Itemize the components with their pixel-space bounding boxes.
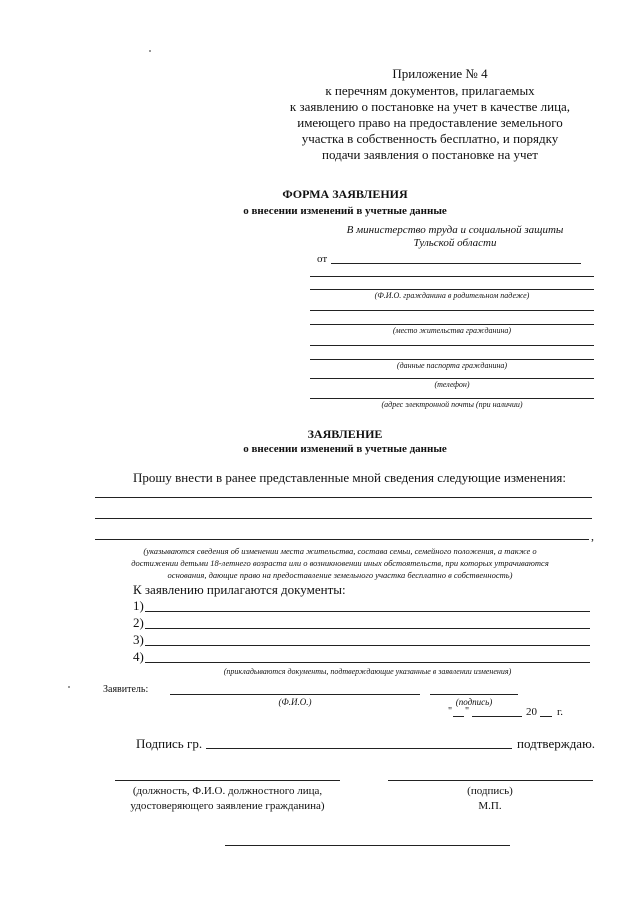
applicant-fio-caption: (Ф.И.О.) — [278, 697, 312, 707]
official-signature-caption: (подпись) — [467, 785, 513, 797]
phone-field[interactable] — [310, 378, 594, 379]
changes-field[interactable] — [95, 497, 592, 498]
passport-field-line2[interactable] — [310, 359, 594, 360]
passport-caption: (данные паспорта гражданина) — [396, 361, 508, 370]
passport-field[interactable] — [310, 345, 594, 346]
changes-field-line3[interactable] — [95, 539, 589, 540]
attached-caption: (прикладываются документы, подтверждающие указанные в заявлении изменения) — [223, 667, 512, 676]
official-caption-line: удостоверяющего заявление гражданина) — [130, 800, 325, 812]
scan-dot — [149, 50, 151, 52]
date-year-suffix: г. — [557, 706, 564, 718]
appendix-line: к заявлению о постановке на учет в качестве лица, — [289, 99, 571, 114]
recipient-ministry: В министерство труда и социальной защиты — [346, 224, 564, 236]
statement-subtitle: о внесении изменений в учетные данные — [243, 443, 447, 455]
date-year-field[interactable] — [540, 716, 552, 717]
attached-item-field[interactable] — [145, 645, 590, 646]
form-title: ФОРМА ЗАЯВЛЕНИЯ — [282, 187, 408, 201]
changes-note-line: достижении детьми 18-летнего возраста или о возникновении иных обстоятельств, при которых утрачиваются — [131, 558, 549, 568]
attached-item-field[interactable] — [145, 611, 590, 612]
attached-item-number: 2) — [133, 615, 144, 630]
date-year-prefix: 20 — [526, 706, 537, 718]
changes-note-line: (указываются сведения об изменении места жительства, состава семьи, семейного положения, а также о — [143, 546, 537, 556]
fio-field[interactable] — [331, 263, 581, 264]
date-day-field[interactable] — [453, 716, 464, 717]
appendix-line: к перечням документов, прилагаемых — [325, 83, 535, 98]
residence-field-line2[interactable] — [310, 324, 594, 325]
date-quote-open: " — [448, 706, 453, 717]
confirm-name-field[interactable] — [206, 748, 512, 749]
official-caption-line: (должность, Ф.И.О. должностного лица, — [132, 785, 323, 797]
date-quote-close: " — [465, 706, 470, 717]
official-signature-block — [420, 784, 560, 814]
appendix-line: подачи заявления о постановке на учет — [322, 147, 538, 162]
residence-field[interactable] — [310, 310, 594, 311]
confirm-suffix: подтверждаю. — [517, 736, 596, 751]
official-name-field[interactable] — [115, 780, 340, 781]
statement-request: Прошу внести в ранее представленные мной сведения следующие изменения: — [133, 470, 566, 485]
fio-caption: (Ф.И.О. гражданина в родительном падеже) — [374, 291, 530, 300]
stamp-label: М.П. — [478, 800, 502, 812]
attached-item-number: 3) — [133, 632, 144, 647]
statement-title: ЗАЯВЛЕНИЕ — [307, 427, 383, 441]
bottom-rule — [225, 845, 510, 846]
recipient-region: Тульской области — [413, 237, 497, 249]
changes-comma: , — [591, 529, 594, 543]
fio-field-line3[interactable] — [310, 289, 594, 290]
from-label: от — [317, 253, 328, 265]
attached-item-number: 1) — [133, 598, 144, 613]
residence-caption: (место жительства гражданина) — [392, 326, 512, 335]
changes-note — [60, 545, 620, 581]
date-month-field[interactable] — [472, 716, 522, 717]
form-subtitle: о внесении изменений в учетные данные — [243, 205, 447, 217]
changes-field-line2[interactable] — [95, 518, 592, 519]
appendix-line: имеющего право на предоставление земельного — [297, 115, 563, 130]
applicant-fio-field[interactable] — [170, 694, 420, 695]
appendix-title: Приложение № 4 — [392, 66, 488, 81]
attached-item-field[interactable] — [145, 628, 590, 629]
official-signature-field[interactable] — [388, 780, 593, 781]
fio-field-line2[interactable] — [310, 276, 594, 277]
official-caption — [100, 784, 355, 814]
scan-dot — [68, 686, 70, 688]
applicant-label: Заявитель: — [103, 684, 149, 695]
appendix-line: участка в собственность бесплатно, и порядку — [301, 131, 559, 146]
attached-label: К заявлению прилагаются документы: — [133, 582, 346, 597]
phone-caption: (телефон) — [434, 380, 470, 389]
email-caption: (адрес электронной почты (при наличии) — [381, 400, 523, 409]
changes-note-line: основания, дающие право на предоставление земельного участка бесплатно в собственность) — [167, 570, 513, 580]
confirm-prefix: Подпись гр. — [136, 736, 203, 751]
attached-item-field[interactable] — [145, 662, 590, 663]
applicant-signature-caption: (подпись) — [455, 697, 493, 707]
attached-item-number: 4) — [133, 649, 144, 664]
applicant-signature-field[interactable] — [430, 694, 518, 695]
email-field[interactable] — [310, 398, 594, 399]
